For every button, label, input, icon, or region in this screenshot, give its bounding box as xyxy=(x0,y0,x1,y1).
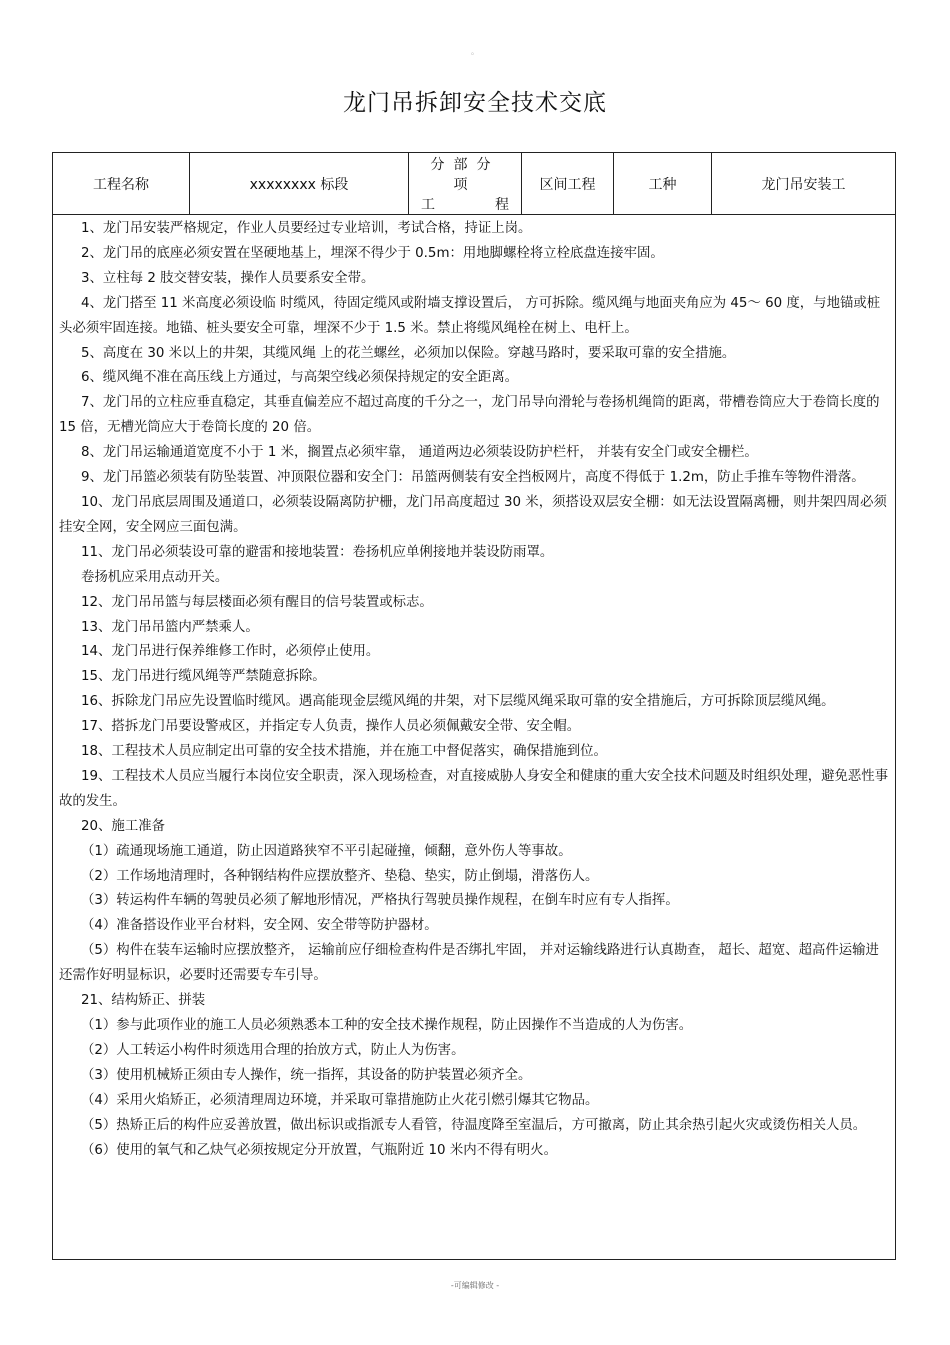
safety-item: 5、高度在 30 米以上的井架，其缆风绳 上的花兰螺丝，必须加以保险。穿越马路时，要采取可靠的安全措施。 xyxy=(81,345,736,361)
subproject-value: 区间工程 xyxy=(522,153,614,214)
safety-item: 13、龙门吊吊篮内严禁乘人。 xyxy=(81,619,259,635)
trade-label: 工种 xyxy=(614,153,712,214)
safety-item: 卷扬机应采用点动开关。 xyxy=(81,569,229,585)
safety-item: 10、龙门吊底层周围及通道口，必须装设隔离防护栅，龙门吊高度超过 30 米，须搭设双层安全棚：如无法设置隔离栅，则井架四周必须挂安全网，安全网应三面包满。 xyxy=(59,494,887,535)
project-name-label: 工程名称 xyxy=(53,153,190,214)
safety-item: 1、龙门吊安装严格规定，作业人员要经过专业培训，考试合格，持证上岗。 xyxy=(81,221,532,236)
safety-item: 15、龙门吊进行缆风绳等严禁随意拆除。 xyxy=(81,669,326,685)
safety-item: 21、结构矫正、拼装 xyxy=(81,993,206,1009)
top-mark: 。 xyxy=(471,47,479,56)
safety-item: （3）转运构件车辆的驾驶员必须了解地形情况，严格执行驾驶员操作规程，在倒车时应有专人指挥。 xyxy=(81,893,679,909)
safety-item: （5）热矫正后的构件应妥善放置，做出标识或指派专人看管，待温度降至室温后，方可撤离，防止其余热引起火灾或烫伤相关人员。 xyxy=(81,1117,867,1133)
footer-note: -可编辑修改 - xyxy=(450,1281,500,1290)
header-row xyxy=(53,153,895,215)
subproject-label-char-a: 工 xyxy=(421,196,435,213)
safety-item: 20、施工准备 xyxy=(81,818,165,834)
safety-item: 4、龙门搭至 11 米高度必须设临 时缆风，待固定缆风或附墙支撑设置后， 方可拆除。缆风绳与地面夹角应为 45～ 60 度，与地锚或桩头必须牢固连接。地锚、桩头要安全可靠，埋深不少于 1.5 米。禁止将缆风绳栓在树上、电杆上。 xyxy=(59,295,881,336)
safety-item: 7、龙门吊的立柱应垂直稳定，其垂直偏差应不超过高度的千分之一，龙门吊导向滑轮与卷扬机绳筒的距离，带槽卷筒应大于卷筒长度的 15 倍，无槽光筒应大于卷筒长度的 20 倍。 xyxy=(59,395,880,436)
safety-items xyxy=(53,215,895,1163)
safety-item: （1）疏通现场施工通道，防止因道路狭窄不平引起碰撞，倾翻，意外伤人等事故。 xyxy=(81,843,572,859)
safety-item: （1）参与此项作业的施工人员必须熟悉本工种的安全技术操作规程，防止因操作不当造成的人为伤害。 xyxy=(81,1018,693,1033)
safety-item: 11、龙门吊必须装设可靠的避雷和接地装置：卷扬机应单俐接地并装设防雨罩。 xyxy=(81,544,554,560)
safety-item: 6、缆风绳不准在高压线上方通过，与高架空线必须保持规定的安全距离。 xyxy=(81,370,519,386)
safety-item: （2）人工转运小构件时须选用合理的抬放方式，防止人为伤害。 xyxy=(81,1042,465,1058)
safety-item: 19、工程技术人员应当履行本岗位安全职责，深入现场检查，对直接威胁人身安全和健康的重大安全技术问题及时组织处理，避免恶性事故的发生。 xyxy=(59,768,889,809)
subproject-label-char-b: 程 xyxy=(495,196,509,213)
safety-item: 9、龙门吊篮必须装有防坠装置、冲顶限位器和安全门：吊篮两侧装有安全挡板网片，高度不得低于 1.2m，防止手推车等物件滑落。 xyxy=(81,470,865,486)
safety-item: （2）工作场地清理时，各种钢结构件应摆放整齐、垫稳、垫实，防止倒塌，滑落伤人。 xyxy=(81,868,599,884)
disclosure-table xyxy=(52,152,896,1260)
safety-item: 18、工程技术人员应制定出可靠的安全技术措施，并在施工中督促落实，确保措施到位。 xyxy=(81,744,607,760)
subproject-label-line2 xyxy=(421,194,509,214)
safety-item: （5）构件在装车运输时应摆放整齐， 运输前应仔细检查构件是否绑扎牢固， 并对运输线路进行认真勘查， 超长、超宽、超高件运输进还需作好明显标识，必要时还需要专车引导。 xyxy=(59,943,879,984)
safety-item: 8、龙门吊运输通道宽度不小于 1 米，搁置点必须牢靠， 通道两边必须装设防护栏杆， 并装有安全门或安全栅栏。 xyxy=(81,445,758,461)
safety-item: 2、龙门吊的底座必须安置在坚硬地基上，埋深不得少于 0.5m：用地脚螺栓将立栓底盘连接牢固。 xyxy=(81,245,664,261)
safety-item: （4）采用火焰矫正，必须清理周边环境，并采取可靠措施防止火花引燃引爆其它物品。 xyxy=(81,1092,599,1108)
safety-item: （6）使用的氧气和乙炔气必须按规定分开放置，气瓶附近 10 米内不得有明火。 xyxy=(81,1142,557,1158)
subproject-label xyxy=(409,153,522,214)
safety-item: 12、龙门吊吊篮与每层楼面必须有醒目的信号装置或标志。 xyxy=(81,594,433,610)
subproject-label-line1: 分部分项 xyxy=(430,156,500,193)
safety-item: 16、拆除龙门吊应先设置临时缆风。遇高能现金层缆风绳的井架，对下层缆风绳采取可靠的安全措施后，方可拆除顶层缆风绳。 xyxy=(81,694,835,710)
safety-item: 3、立柱每 2 肢交替安装，操作人员要系安全带。 xyxy=(81,270,375,286)
safety-item: 14、龙门吊进行保养维修工作时，必须停止使用。 xyxy=(81,644,380,660)
safety-item: （4）准备搭设作业平台材料，安全网、安全带等防护器材。 xyxy=(81,918,438,934)
safety-item: （3）使用机械矫正须由专人操作，统一指挥，其设备的防护装置必须齐全。 xyxy=(81,1067,532,1083)
safety-item: 17、搭拆龙门吊要设警戒区，并指定专人负责，操作人员必须佩戴安全带、安全帽。 xyxy=(81,719,581,735)
project-name-value: xxxxxxxx 标段 xyxy=(190,153,409,214)
trade-value: 龙门吊安装工 xyxy=(761,176,846,193)
document-title: 龙门吊拆卸安全技术交底 xyxy=(343,90,607,116)
